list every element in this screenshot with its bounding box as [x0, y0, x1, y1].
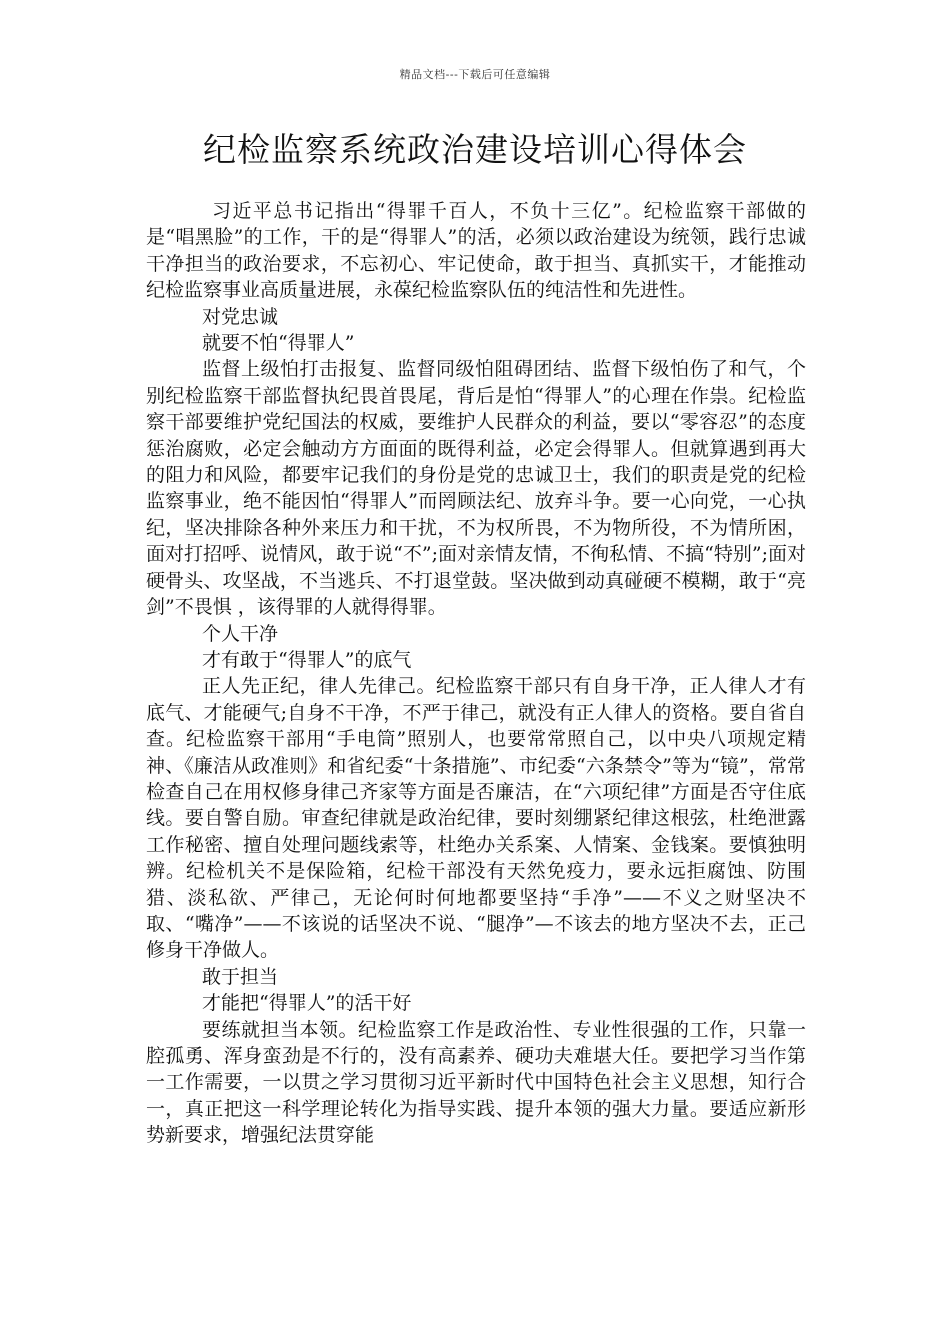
section-3-subheading: 才能把“得罪人”的活干好 [202, 992, 412, 1015]
section-1-heading: 对党忠诚 [202, 305, 279, 328]
section-2-paragraph: 正人先正纪，律人先律己。纪检监察干部只有自身干净，正人律人才有底气、才能硬气;自身不干净，不严于律己，就没有正人律人的资格。要自省自查。纪检监察干部用“手电筒”照别人，也要常常照自己，以中央八项规定精神、《廉洁从政准则》和省纪委“十条措施”、市纪委“六条禁令”等为“镜”，常常检查自己在用权修身律己齐家等方面是否廉洁，在“六项纪律”方面是否守住底线。要自警自励。审查纪律就是政治纪律，要时刻绷紧纪律这根弦，杜绝泄露工作秘密、擅自处理问题线索等，杜绝办关系案、人情案、金钱案。要慎独明辨。纪检机关不是保险箱，纪检干部没有天然免疫力，要永远拒腐蚀、防围猎、淡私欲、严律己，无论何时何地都要坚持“手净”——不义之财坚决不取、“嘴净”——不该说的话坚决不说、“腿净”—不该去的地方坚决不去，正己修身干净做人。 [146, 675, 806, 962]
section-3-heading: 敢于担当 [202, 965, 279, 988]
section-1-paragraph: 监督上级怕打击报复、监督同级怕阻碍团结、监督下级怕伤了和气，个别纪检监察干部监督执纪畏首畏尾，背后是怕“得罪人”的心理在作祟。纪检监察干部要维护党纪国法的权威，要维护人民群众的利益，要以“零容忍”的态度惩治腐败，必定会触动方方面面的既得利益，必定会得罪人。但就算遇到再大的阻力和风险，都要牢记我们的身份是党的忠诚卫士，我们的职责是党的纪检监察事业，绝不能因怕“得罪人”而罔顾法纪、放弃斗争。要一心向党，一心执纪，坚决排除各种外来压力和干扰，不为权所畏，不为物所役，不为情所困，面对打招呼、说情风，敢于说“不”;面对亲情友情，不徇私情、不搞“特别”;面对硬骨头、攻坚战，不当逃兵、不打退堂鼓。坚决做到动真碰硬不模糊，敢于“亮剑”不畏惧 ，该得罪的人就得得罪。 [146, 358, 806, 619]
section-3-paragraph: 要练就担当本领。纪检监察工作是政治性、专业性很强的工作，只靠一腔孤勇、浑身蛮劲是不行的，没有高素养、硬功夫难堪大任。要把学习当作第一工作需要，一以贯之学习贯彻习近平新时代中国特色社会主义思想，知行合一，真正把这一科学理论转化为指导实践、提升本领的强大力量。要适应新形势新要求，增强纪法贯穿能 [146, 1018, 806, 1147]
document-body [146, 198, 806, 1149]
intro-paragraph: 习近平总书记指出“得罪千百人，不负十三亿”。纪检监察干部做的是“唱黑脸”的工作，干的是“得罪人”的活，必须以政治建设为统领，践行忠诚干净担当的政治要求，不忘初心、牢记使命，敢于担当、真抓实干，才能推动纪检监察事业高质量进展，永葆纪检监察队伍的纯洁性和先进性。 [146, 200, 806, 302]
section-2-subheading: 才有敢于“得罪人”的底气 [202, 648, 412, 671]
section-2-heading: 个人干净 [202, 622, 279, 645]
section-1-subheading: 就要不怕“得罪人” [202, 332, 355, 355]
document-title: 纪检监察系统政治建设培训心得体会 [203, 130, 747, 169]
header-note: 精品文档---下载后可任意编辑 [399, 68, 551, 81]
